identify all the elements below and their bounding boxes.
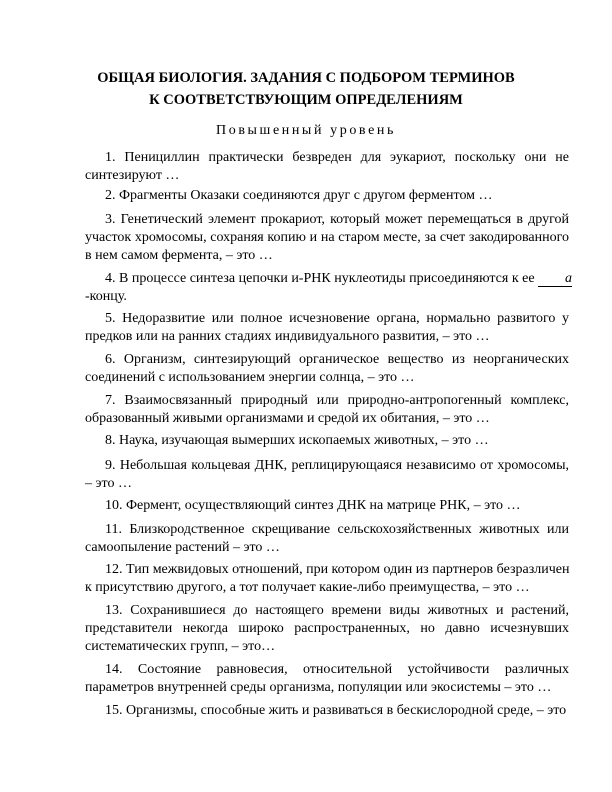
level-subtitle: Повышенный уровень	[216, 123, 396, 138]
item-2-line-1: 2. Фрагменты Оказаки соединяются друг с другом ферментом …	[105, 188, 493, 203]
item-3-line-3: в нем самом фермента, – это …	[85, 248, 273, 263]
item-7-line-1: 7. Взаимосвязанный природный или природно-антропогенный комплекс,	[105, 393, 569, 408]
item-12-line-1: 12. Тип межвидовых отношений, при котором один из партнеров безразличен	[105, 562, 570, 577]
item-9-line-1: 9. Небольшая кольцевая ДНК, реплицирующаяся независимо от хромосомы,	[105, 458, 569, 473]
item-10-line-1: 10. Фермент, осуществляющий синтез ДНК на матрице РНК, – это …	[105, 498, 521, 513]
item-1-line-2: синтезируют …	[85, 168, 180, 183]
item-12-line-2: к присутствию другого, а тот получает какие-либо преимущества, – это …	[85, 580, 530, 595]
item-6-line-1: 6. Организм, синтезирующий органическое вещество из неорганических	[105, 352, 569, 367]
item-7-line-2: образованный живыми организмами и средой их обитания, – это …	[85, 411, 490, 426]
item-1-line-1: 1. Пенициллин практически безвреден для эукариот, поскольку они не	[105, 150, 569, 165]
item-4-blank: а	[538, 272, 572, 287]
item-13-line-1: 13. Сохранившиеся до настоящего времени виды животных и растений,	[105, 603, 569, 618]
item-5-line-2: предков или на ранних стадиях индивидуального развития, – это …	[85, 329, 490, 344]
item-4-line-2: -концу.	[85, 289, 127, 304]
item-8-line-1: 8. Наука, изучающая вымерших ископаемых животных, – это …	[105, 433, 489, 448]
item-11-line-1: 11. Близкородственное скрещивание сельскохозяйственных животных или	[105, 522, 569, 537]
item-14-line-2: параметров внутренней среды организма, популяции или экосистемы – это …	[85, 680, 552, 695]
item-4-line-1	[105, 270, 573, 288]
item-13-line-2: представители некогда широко распространенных, но давно исчезнувших	[85, 621, 569, 636]
item-9-line-2: – это …	[85, 476, 132, 491]
item-6-line-2: соединений с использованием энергии солнца, – это …	[85, 370, 415, 385]
item-11-line-2: самоопыление растений – это …	[85, 540, 280, 555]
item-4-text: 4. В процессе синтеза цепочки и-РНК нуклеотиды присоединяются к ее	[105, 271, 535, 286]
item-3-line-1: 3. Генетический элемент прокариот, который может перемещаться в другой	[105, 212, 569, 227]
item-15-line-1: 15. Организмы, способные жить и развиваться в бескислородной среде, – это	[105, 703, 567, 718]
item-3-line-2: участок хромосомы, сохраняя копию и на старом месте, за счет закодированного	[85, 230, 569, 245]
item-13-line-3: систематических групп, – это…	[85, 639, 276, 654]
document-title-line-1: ОБЩАЯ БИОЛОГИЯ. ЗАДАНИЯ С ПОДБОРОМ ТЕРМИНОВ	[97, 70, 515, 86]
document-title-line-2: К СООТВЕТСТВУЮЩИМ ОПРЕДЕЛЕНИЯМ	[149, 92, 463, 108]
item-14-line-1: 14. Состояние равновесия, относительной устойчивости различных	[105, 662, 569, 677]
item-5-line-1: 5. Недоразвитие или полное исчезновение органа, нормально развитого у	[105, 311, 569, 326]
